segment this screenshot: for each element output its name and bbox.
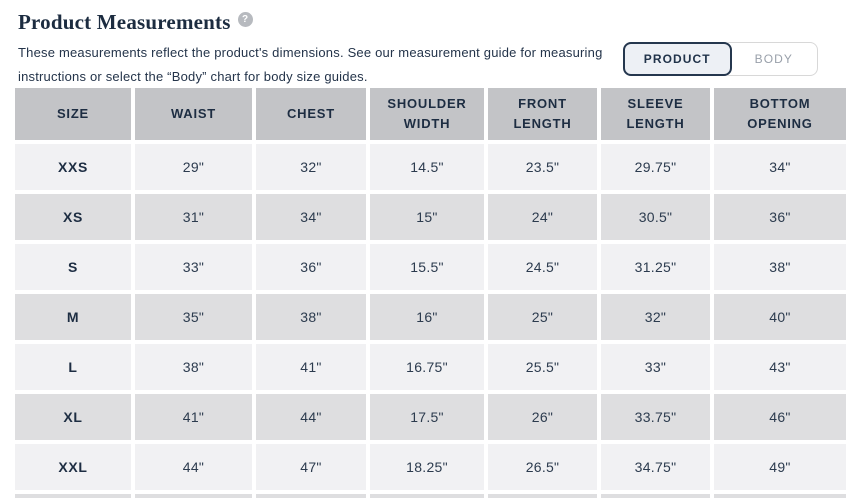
page-title: Product Measurements	[18, 10, 231, 34]
measurement-value: 38"	[135, 344, 252, 390]
measurement-value: 36"	[256, 244, 366, 290]
measurement-value: 49"	[714, 444, 846, 490]
measurement-value: 25.5"	[488, 344, 597, 390]
measurement-value: 41"	[135, 394, 252, 440]
measurement-value: 29"	[135, 144, 252, 190]
measurement-value: 46"	[714, 394, 846, 440]
measurement-value: 26.5"	[488, 444, 597, 490]
measurement-value: 44"	[256, 394, 366, 440]
column-header-size: SIZE	[15, 88, 131, 140]
title-row	[18, 11, 843, 34]
measurement-value: 47"	[256, 444, 366, 490]
measurement-value: 43"	[714, 344, 846, 390]
measurement-value: 33"	[135, 244, 252, 290]
measurement-value: 16.75"	[370, 344, 484, 390]
measurements-table	[15, 88, 846, 498]
size-label: XS	[15, 194, 131, 240]
size-label: M	[15, 294, 131, 340]
measurement-value: 31.25"	[601, 244, 710, 290]
measurement-value: 36"	[714, 194, 846, 240]
measurement-value: 40"	[714, 294, 846, 340]
measurement-value: 14.5"	[370, 144, 484, 190]
measurement-value: 33.75"	[601, 394, 710, 440]
measurement-value: 26"	[488, 394, 597, 440]
page-description: These measurements reflect the product's dimensions. See our measurement guide for measuring instructions or select the “Body” chart for body size guides.	[18, 45, 603, 85]
column-header-bottom-opening: BOTTOM OPENING	[714, 88, 846, 140]
column-header-front-length: FRONT LENGTH	[488, 88, 597, 140]
measurement-value: 32"	[256, 144, 366, 190]
measurement-value: 38"	[256, 294, 366, 340]
measurement-value: 38"	[714, 244, 846, 290]
measurement-value: 23.5"	[488, 144, 597, 190]
measurement-value: 34"	[256, 194, 366, 240]
measurement-value: 15.5"	[370, 244, 484, 290]
measurement-value: 41"	[256, 344, 366, 390]
size-label: XL	[15, 394, 131, 440]
size-label: S	[15, 244, 131, 290]
measurement-value: 29.75"	[601, 144, 710, 190]
size-label: XXS	[15, 144, 131, 190]
measurement-value: 34"	[714, 144, 846, 190]
measurement-value: 18.25"	[370, 444, 484, 490]
body-toggle-button[interactable]: BODY	[722, 42, 818, 76]
size-label: L	[15, 344, 131, 390]
column-header-chest: CHEST	[256, 88, 366, 140]
measurement-value: 17.5"	[370, 394, 484, 440]
measurement-value: 24.5"	[488, 244, 597, 290]
measurement-value: 15"	[370, 194, 484, 240]
measurement-value: 31"	[135, 194, 252, 240]
column-header-shoulder-width: SHOULDER WIDTH	[370, 88, 484, 140]
measurement-value: 33"	[601, 344, 710, 390]
measurement-value: 44"	[135, 444, 252, 490]
product-toggle-button[interactable]: PRODUCT	[623, 42, 732, 76]
chart-type-toggle	[623, 42, 818, 76]
measurement-value: 24"	[488, 194, 597, 240]
measurement-value: 30.5"	[601, 194, 710, 240]
measurement-value: 34.75"	[601, 444, 710, 490]
column-header-sleeve-length: SLEEVE LENGTH	[601, 88, 710, 140]
page-header	[0, 0, 861, 88]
measurement-value: 16"	[370, 294, 484, 340]
measurement-value: 25"	[488, 294, 597, 340]
measurement-value: 35"	[135, 294, 252, 340]
measurement-value: 32"	[601, 294, 710, 340]
measurements-grid	[15, 88, 846, 498]
info-icon[interactable]: ?	[238, 12, 253, 27]
column-header-waist: WAIST	[135, 88, 252, 140]
size-label: XXL	[15, 444, 131, 490]
